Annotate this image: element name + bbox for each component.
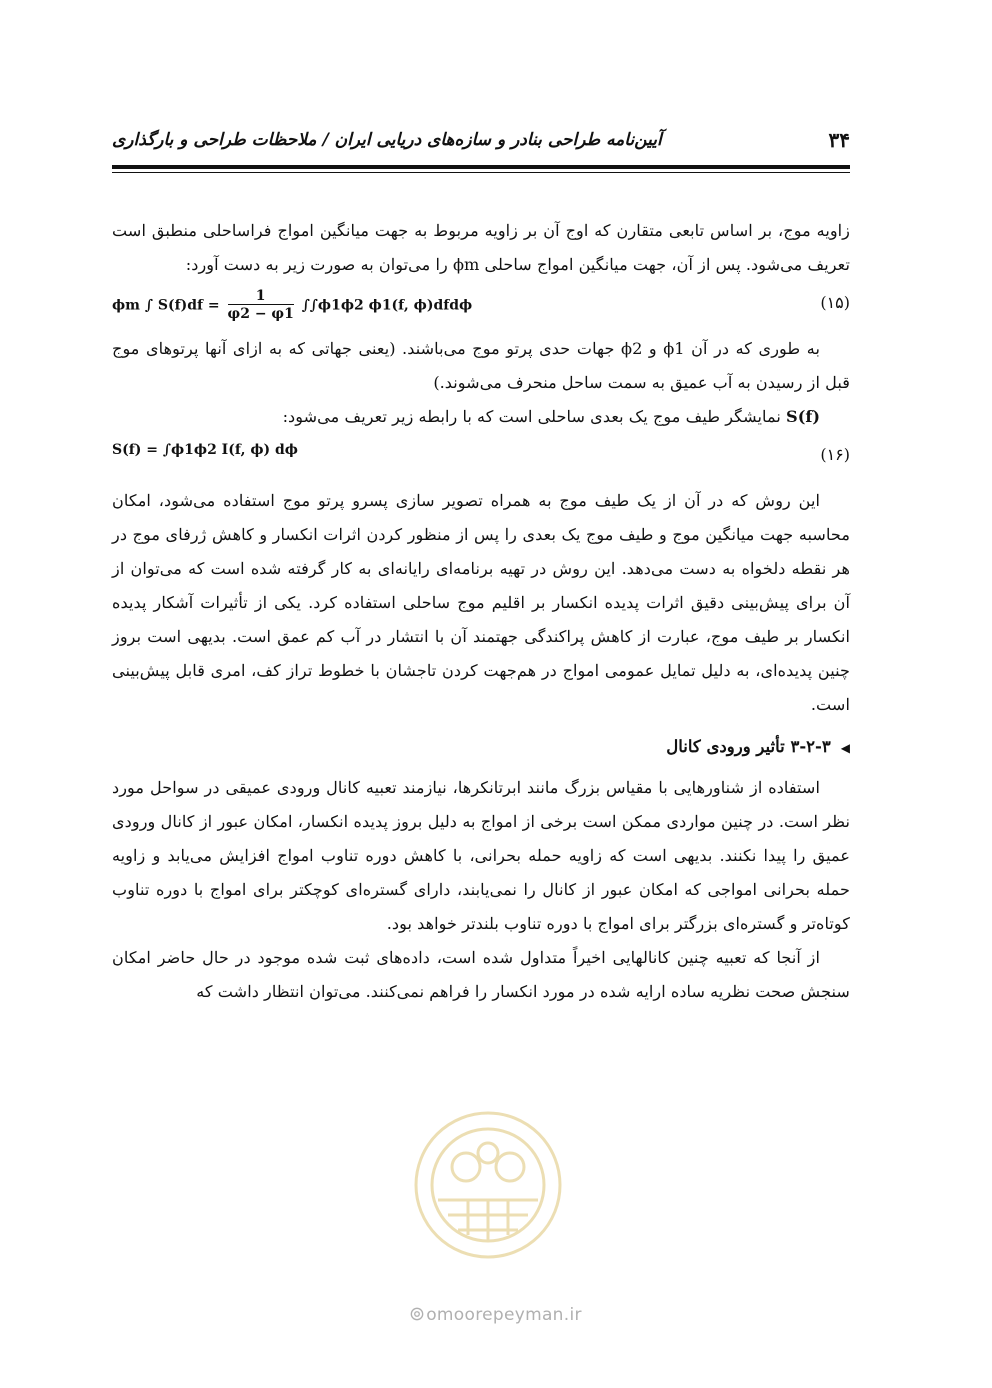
header-rule-thick (112, 165, 850, 169)
equation-15-formula (112, 288, 472, 323)
equation-15-numerator: 1 (228, 288, 294, 305)
spectrum-symbol: S(f) (786, 407, 820, 426)
page-header (112, 128, 850, 158)
section-heading (112, 730, 850, 765)
paragraph-limit-directions: به طوری که در آن ϕ1 و ϕ2 جهات حدی پرتو موج می‌باشند. (یعنی جهاتی که به ازای آنها پرتوهای موج قبل از رسیدن به آب عمیق به سمت ساحل منحرف می‌شوند.) (112, 339, 850, 392)
paragraph-spectrum-definition (112, 400, 850, 434)
running-header-title: آیین‌نامه طراحی بنادر و سازه‌های دریایی ایران / ملاحظات طراحی و بارگذاری (112, 130, 662, 150)
at-sign-icon (410, 1307, 424, 1321)
document-body (112, 214, 850, 1009)
paragraph-channel-use: استفاده از شناورهایی با مقیاس بزرگ مانند ابرتانکرها، نیازمند تعبیه کانال ورودی عمیقی در سواحل مورد نظر است. در چنین مواردی ممکن است برخی از امواج به دلیل بروز پدیده انکسار، امکان عبور از کانال ورودی عمیق را پیدا نکنند. بدیهی است که زاویه حمله بحرانی، با کاهش دوره تناوب امواج افزایش می‌یابد و زاویه حمله بحرانی امواجی که امکان عبور از کانال را نمی‌یابند، دارای گستره‌ای کوچکتر برای امواج با دوره تناوب کوتاه‌تر و گستره‌ای بزرگتر برای امواج با دوره تناوب بلندتر خواهد بود. (112, 778, 850, 933)
paragraph-wave-angle: زاویه موج، بر اساس تابعی متقارن که اوج آن بر زاویه مربوط به جهت میانگین امواج فراساحلی منطبق است تعریف می‌شود. پس از آن، جهت میانگین امواج ساحلی ϕm را می‌توان به صورت زیر به دست آورد: (112, 221, 850, 274)
paragraph-channel-data: از آنجا که تعبیه چنین کانالهایی اخیراً متداول شده است، داده‌های ثبت شده موجود در حال حاضر امکان سنجش صحت نظریه ساده ارایه شده در مورد انکسار را فراهم نمی‌کنند. می‌توان انتظار داشت که (112, 948, 850, 1001)
equation-16 (112, 436, 850, 482)
equation-15-fraction (228, 288, 294, 323)
watermark-text (0, 1305, 992, 1325)
equation-15 (112, 284, 850, 330)
spectrum-definition-text: نمایشگر طیف موج یک بعدی ساحلی است که با رابطه زیر تعریف می‌شود: (282, 407, 787, 426)
triangle-bullet-icon: ◀ (840, 741, 850, 755)
equation-16-number: (۱۶) (820, 445, 850, 464)
seal-logo-icon (408, 1105, 568, 1265)
equation-15-lhs: ϕm ∫ S(f)df = (112, 297, 220, 314)
equation-16-formula: S(f) = ∫ϕ1ϕ2 I(f, ϕ) dϕ (112, 442, 298, 458)
header-rule-thin (112, 172, 850, 173)
paragraph-method: این روش که در آن از یک طیف موج به همراه تصویر سازی پسرو پرتو موج استفاده می‌شود، امکان محاسبه جهت میانگین موج و طیف موج یک بعدی را پس از منظور کردن اثرات انکسار و کاهش ژرفای موج در هر نقطه دلخواه به دست می‌دهد. این روش در تهیه برنامه‌ای رایانه‌ای به کار گرفته شده است که می‌توان از آن برای پیش‌بینی دقیق اثرات پدیده انکسار بر اقلیم موج ساحلی استفاده کرد. یکی از تأثیرات آشکار پدیده انکسار بر طیف موج، عبارت از کاهش پراکندگی جهتمند آن با انتشار در آب کم عمق است. بدیهی است بروز چنین پدیده‌ای، به دلیل تمایل عمومی امواج در هم‌جهت کردن تاجشان با خطوط تراز کف، امری قابل پیش‌بینی است. (112, 491, 850, 714)
page-number: ۳۴ (828, 128, 850, 152)
equation-15-number: (۱۵) (820, 293, 850, 312)
watermark-domain: omoorepeyman.ir (426, 1305, 582, 1325)
equation-15-rhs: ∫∫ϕ1ϕ2 ϕ1(f, ϕ)dfdϕ (301, 297, 473, 314)
section-heading-text: ۳-۲-۳ تأثیر ورودی کانال (666, 737, 831, 756)
equation-15-denominator: φ2 − φ1 (227, 306, 294, 322)
